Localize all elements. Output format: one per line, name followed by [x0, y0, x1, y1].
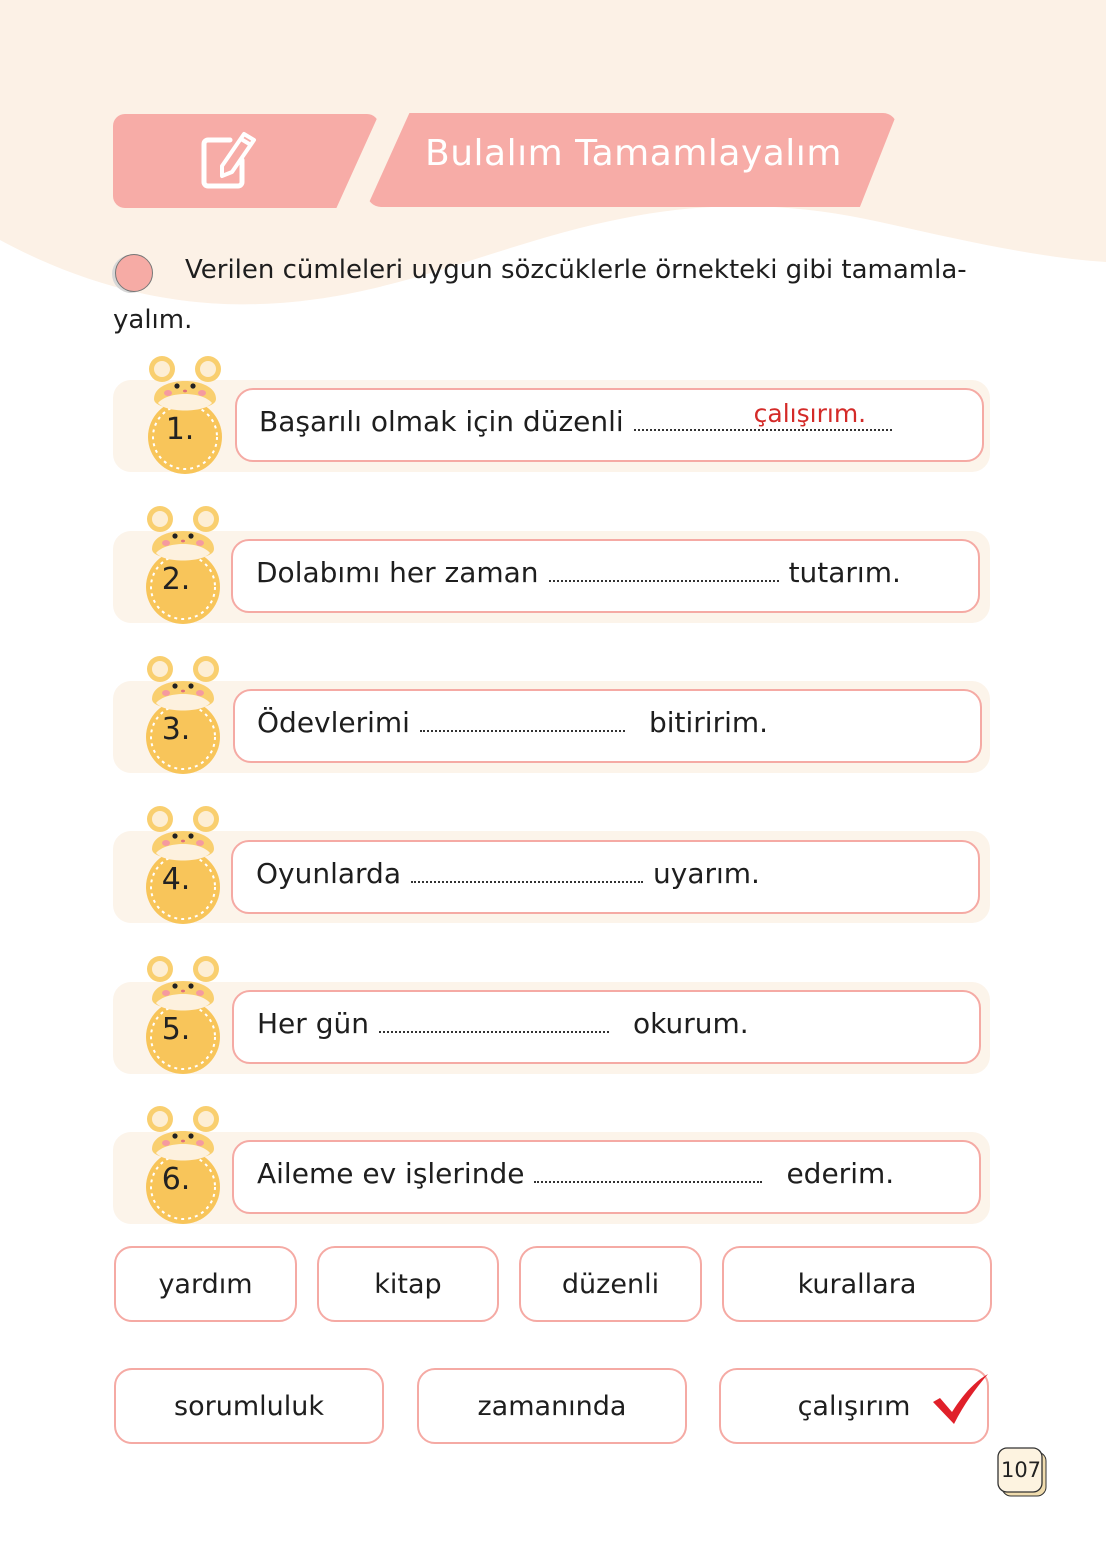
word-label: sorumluluk: [174, 1390, 324, 1422]
sentence-2: [256, 556, 901, 589]
row-number-1: 1.: [165, 412, 195, 447]
sentence-3-after: bitiririm.: [648, 706, 769, 739]
row-number-4: 4.: [161, 862, 191, 897]
edit-pencil-icon: [200, 130, 260, 190]
word-label: yardım: [158, 1268, 253, 1300]
checkmark-icon: [930, 1372, 990, 1426]
sentence-6-after: ederim.: [786, 1157, 895, 1190]
page-number: 107: [1000, 1458, 1042, 1482]
sentence-2-after: tutarım.: [788, 556, 901, 589]
answer-blank-2[interactable]: [549, 580, 779, 582]
word-card-duzenli[interactable]: [519, 1246, 702, 1322]
sentence-4: [256, 857, 760, 890]
row-number-3: 3.: [161, 712, 191, 747]
answer-blank-5[interactable]: [379, 1031, 609, 1033]
example-answer: çalışırım.: [753, 399, 867, 428]
answer-blank-1[interactable]: [634, 399, 892, 431]
instruction-line-2: yalım.: [113, 305, 193, 335]
word-card-kurallara[interactable]: [722, 1246, 992, 1322]
row-number-5: 5.: [161, 1012, 191, 1047]
sentence-1-before: Başarılı olmak için düzenli: [259, 405, 624, 438]
word-label: kitap: [374, 1268, 442, 1300]
sentence-2-before: Dolabımı her zaman: [256, 556, 539, 589]
sentence-4-after: uyarım.: [653, 857, 760, 890]
word-label: zamanında: [477, 1390, 627, 1422]
page-title: Bulalım Tamamlayalım: [425, 133, 842, 174]
word-label: kurallara: [797, 1268, 917, 1300]
answer-blank-3[interactable]: [420, 730, 625, 732]
sentence-3: [257, 706, 768, 739]
sentence-5-after: okurum.: [632, 1007, 749, 1040]
instruction-line-1: Verilen cümleleri uygun sözcüklerle örnekteki gibi tamamla-: [185, 255, 967, 285]
sentence-6-before: Aileme ev işlerinde: [257, 1157, 525, 1190]
sentence-5: [257, 1007, 749, 1040]
word-card-zamaninda[interactable]: [417, 1368, 687, 1444]
row-number-2: 2.: [161, 562, 191, 597]
word-card-kitap[interactable]: [317, 1246, 499, 1322]
sentence-3-before: Ödevlerimi: [257, 706, 410, 739]
sentence-5-before: Her gün: [257, 1007, 369, 1040]
word-card-sorumluluk[interactable]: [114, 1368, 384, 1444]
sentence-4-before: Oyunlarda: [256, 857, 401, 890]
word-label: düzenli: [561, 1268, 660, 1300]
bullet-icon: [115, 254, 153, 292]
word-card-yardim[interactable]: [114, 1246, 297, 1322]
sentence-1: [259, 399, 902, 438]
answer-blank-4[interactable]: [411, 881, 643, 883]
row-number-6: 6.: [161, 1162, 191, 1197]
sentence-6: [257, 1157, 894, 1190]
word-label: çalışırım: [797, 1390, 911, 1422]
answer-blank-6[interactable]: [534, 1181, 762, 1183]
